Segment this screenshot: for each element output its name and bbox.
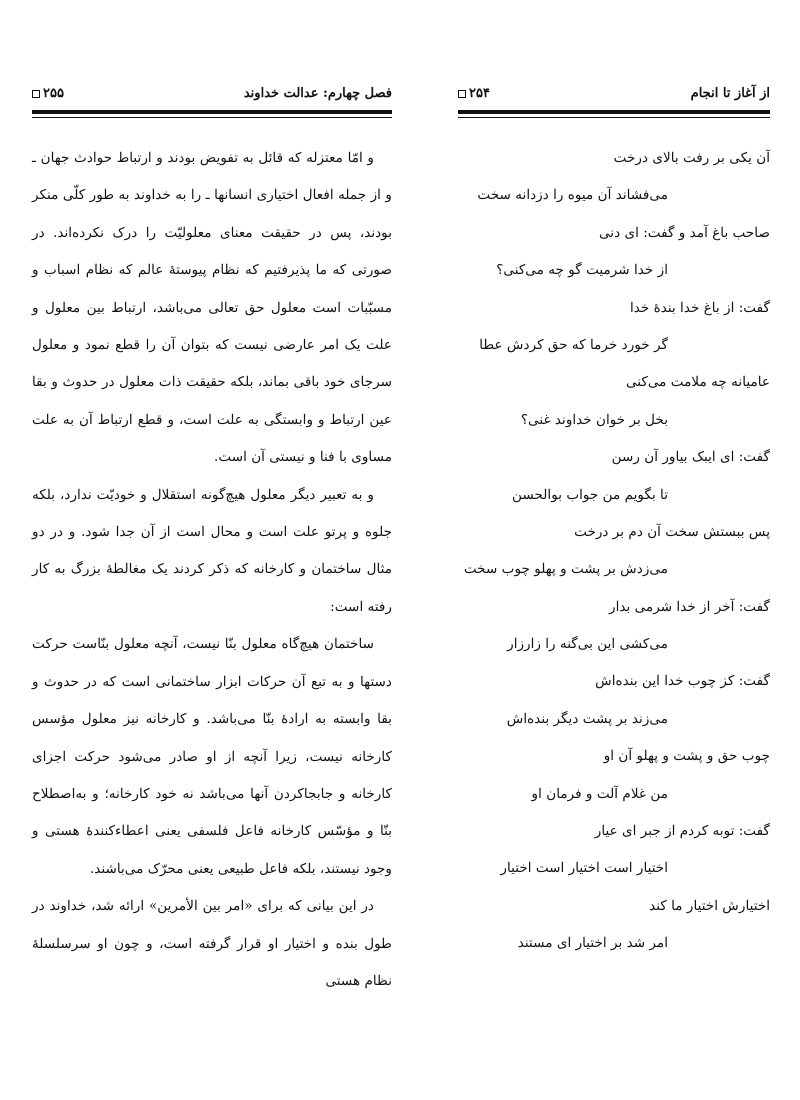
verse-line: اختیارش اختیار ما کند <box>649 897 770 914</box>
right-page <box>458 0 770 1100</box>
verse-line: صاحب باغ آمد و گفت: ای دنی <box>598 224 770 241</box>
verse-line: چوب حق و پشت و پهلو آن او <box>603 748 770 765</box>
poem <box>458 140 770 963</box>
verse-line: می‌فشاند آن میوه را دزدانه سخت <box>477 187 668 204</box>
paragraph: و به تعبیر دیگر معلول هیچ‌گونه استقلال و خودیّت ندارد، بلکه جلوه و پرتو علت است و محال است از آن جدا شود. و در دو مثال ساختمان و کارخانه که ذکر کردند یک مغالطهٔ بزرگ به کار رفته است: <box>32 486 392 615</box>
verse-line: گفت: آخر از خدا شرمی بدار <box>609 598 770 615</box>
verse-line: گفت: ای ایبک بیاور آن رسن <box>611 449 770 466</box>
verse-line: تا بگویم من جواب بوالحسن <box>512 486 668 503</box>
header-rule-thin <box>458 117 770 118</box>
header-rule-thick <box>32 110 392 114</box>
left-body-text <box>32 140 392 1000</box>
verse-line: اختیار است اختیار است اختیار <box>500 860 668 877</box>
verse-line: از خدا شرمیت گو چه می‌کنی؟ <box>496 262 668 279</box>
right-header-title: از آغاز تا انجام <box>690 86 770 101</box>
left-page <box>32 0 392 1100</box>
left-header-title: فصل چهارم: عدالت خداوند <box>243 86 392 101</box>
verse-line: گفت: کز چوب خدا این بنده‌اش <box>595 673 770 690</box>
square-box-icon <box>458 90 466 98</box>
verse-line: پس ببستش سخت آن دم بر درخت <box>574 523 770 540</box>
right-page-number: ۲۵۴ <box>469 86 490 101</box>
verse-line: بخل بر خوان خداوند غنی؟ <box>520 411 668 428</box>
paragraph: و امّا معتزله که قائل به تفویض بودند و ارتباط حوادث جهان ـ و از جمله افعال اختیاری انسانها ـ را به خداوند به طور کلّی منکر بودند، پس در حقیقت معنای معلولیّت را درک نکرده‌اند. در صورتی که ما پذیرفتیم که نظام پیوستهٔ عالم که نظام اسباب و مسبّبات است معلول حق تعالی می‌باشد، ارتباط بین معلول و علت یک امر عارضی نیست که بتوان آن را قطع نمود و معلول سرجای خود باقی بماند، بلکه حقیقت ذات معلول در حدوث و بقا عین ارتباط و وابستگی به علت است، و قطع ارتباط آن به علت مساوی با فنا و نیستی آن است. <box>32 150 392 466</box>
verse-line: امر شد بر اختیار ای مستند <box>517 935 668 952</box>
header-rule-thick <box>458 110 770 114</box>
verse-line: می‌زند بر پشت دیگر بنده‌اش <box>506 710 668 727</box>
verse-line: من غلام آلت و فرمان او <box>531 785 668 802</box>
verse-line: گفت: توبه کردم از جبر ای عیار <box>594 823 770 840</box>
header-rule-thin <box>32 117 392 118</box>
verse-line: گفت: از باغ خدا بندهٔ خدا <box>629 299 770 316</box>
verse-line: می‌کشی این بی‌گنه را زارزار <box>507 636 668 653</box>
right-page-header <box>458 84 770 110</box>
right-page-number-block <box>458 86 490 101</box>
left-page-header <box>32 84 392 110</box>
verse-line: آن یکی بر رفت بالای درخت <box>613 150 770 166</box>
verse-line: گر خورد خرما که حق کردش عطا <box>479 336 668 353</box>
paragraph: ساختمان هیچ‌گاه معلول بنّا نیست، آنچه معلول بنّاست حرکت دستها و به تبع آن حرکات ابزار ساختمانی است که در حدوث و بقا وابسته به ارادهٔ بنّا می‌باشد. و کارخانه نیز معلول مؤسس کارخانه نیست، زیرا آنچه از او صادر می‌شود حرکت اجزای کارخانه و جابجاکردن آنها می‌باشد نه خود کارخانه؛ و به‌اصطلاح بنّا و مؤسّس کارخانه فاعل فلسفی یعنی اعطاءکنندهٔ هستی و وجود نیستند، بلکه فاعل طبیعی یعنی محرّک می‌باشند. <box>32 636 392 877</box>
verse-line: می‌زدش بر پشت و پهلو چوب سخت <box>463 561 668 578</box>
verse-line: عامیانه چه ملامت می‌کنی <box>625 374 770 391</box>
left-page-number: ۲۵۵ <box>43 86 64 101</box>
paragraph: در این بیانی که برای «امر بین الأمرین» ارائه شد، خداوند در طول بنده و اختیار او قرار گرفته است، و چون او سرسلسلهٔ نظام هستی <box>32 898 392 989</box>
left-page-number-block <box>32 86 64 101</box>
square-box-icon <box>32 90 40 98</box>
